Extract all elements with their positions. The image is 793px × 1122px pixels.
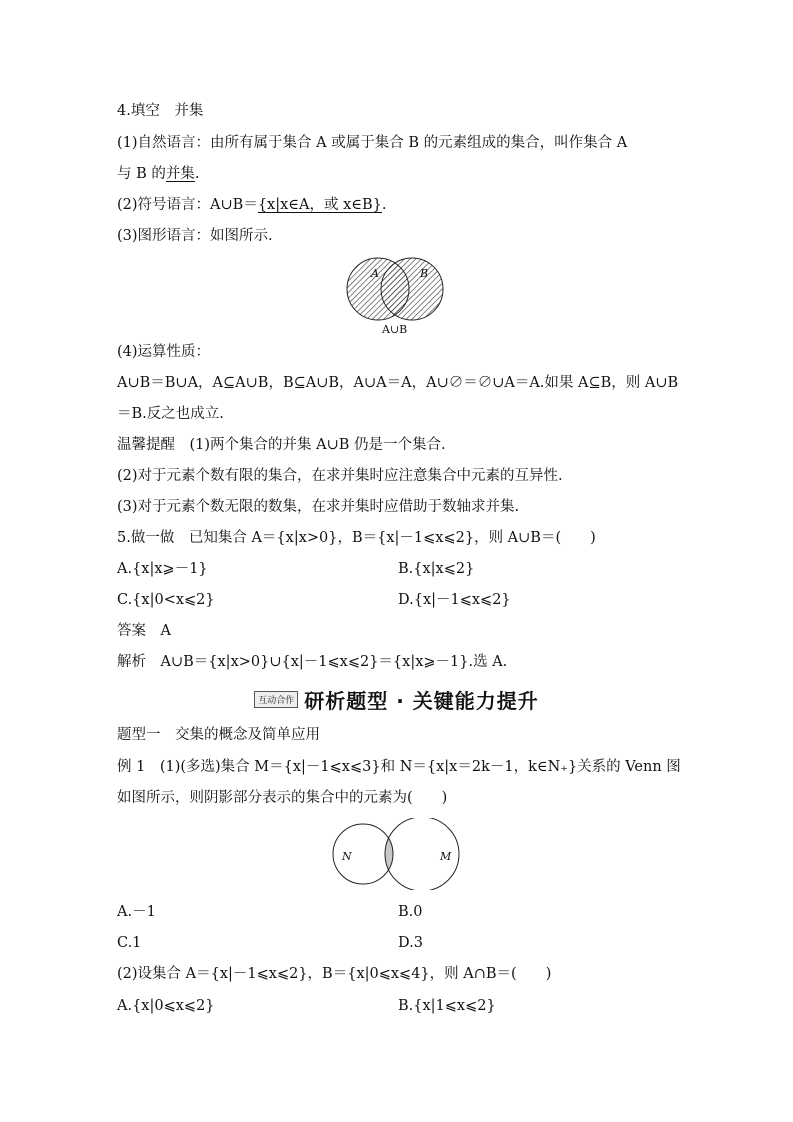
tip-3: (3)对于元素个数无限的数集，在求并集时应借助于数轴求并集. [117,499,520,515]
text-post: . [194,166,200,182]
analysis: 解析 A∪B＝{x|x>0}∪{x|－1⩽x⩽2}＝{x|x⩾－1}.选 A. [117,654,508,670]
answer: 答案 A [117,623,171,639]
ex1-option-a: A.－1 [117,904,156,920]
tip-2: (2)对于元素个数有限的集合，在求并集时应注意集合中元素的互异性. [117,468,563,484]
text-pre: (2)符号语言：A∪B＝ [117,197,258,213]
ex1-part2-option-b: B.{x|1⩽x⩽2} [398,998,496,1014]
label-a: A [371,267,379,280]
underlined-union: 并集 [165,166,195,182]
section-banner [0,685,793,715]
section4-heading: 4.填空 并集 [117,103,204,119]
underlined-set: {x|x∈A，或 x∈B} [257,197,382,213]
label-m: M [440,850,452,863]
tip-1: 温馨提醒 (1)两个集合的并集 A∪B 仍是一个集合. [117,437,446,453]
properties-heading: (4)运算性质： [117,344,211,360]
circle-b [381,258,443,320]
text-pre: 与 B 的 [117,166,166,182]
properties-line1: A∪B＝B∪A，A⊆A∪B，B⊆A∪B，A∪A＝A，A∪∅＝∅∪A＝A.如果 A⊆B，则 A∪B [117,375,679,391]
option-d: D.{x|－1⩽x⩽2} [398,592,511,608]
example1-line1: 例 1 (1)(多选)集合 M＝{x|－1⩽x⩽3}和 N＝{x|x＝2k－1，k∈N₊}关系的 Venn 图 [117,759,681,775]
example1-line2: 如图所示，则阴影部分表示的集合中的元素为( ) [117,790,448,806]
ex1-option-c: C.1 [117,935,142,951]
venn-caption: A∪B [382,323,408,336]
option-c: C.{x|0<x⩽2} [117,592,215,608]
properties-line2: ＝B.反之也成立. [117,406,224,422]
label-b: B [420,267,429,280]
option-a: A.{x|x⩾－1} [117,561,208,577]
natural-language-line2 [117,164,199,184]
banner-title: 研析题型 · 关键能力提升 [304,689,539,713]
ex1-option-d: D.3 [398,935,423,951]
intersection-venn-diagram [330,818,462,890]
option-b: B.{x|x⩽2} [398,561,475,577]
type1-heading: 题型一 交集的概念及简单应用 [117,727,320,743]
example1-part2: (2)设集合 A＝{x|－1⩽x⩽2}，B＝{x|0⩽x⩽4}，则 A∩B＝( ) [117,966,552,982]
ex1-option-b: B.0 [398,904,423,920]
union-venn-diagram [340,255,452,337]
text-post: . [381,197,387,213]
graphic-language: (3)图形语言：如图所示. [117,228,273,244]
label-n: N [342,850,352,863]
symbol-language [117,195,387,215]
banner-badge: 互动合作 [254,691,298,708]
practice-question: 5.做一做 已知集合 A＝{x|x>0}，B＝{x|－1⩽x⩽2}，则 A∪B＝( ) [117,530,596,546]
natural-language-line1: (1)自然语言：由所有属于集合 A 或属于集合 B 的元素组成的集合，叫作集合 A [117,135,628,151]
ex1-part2-option-a: A.{x|0⩽x⩽2} [117,998,215,1014]
